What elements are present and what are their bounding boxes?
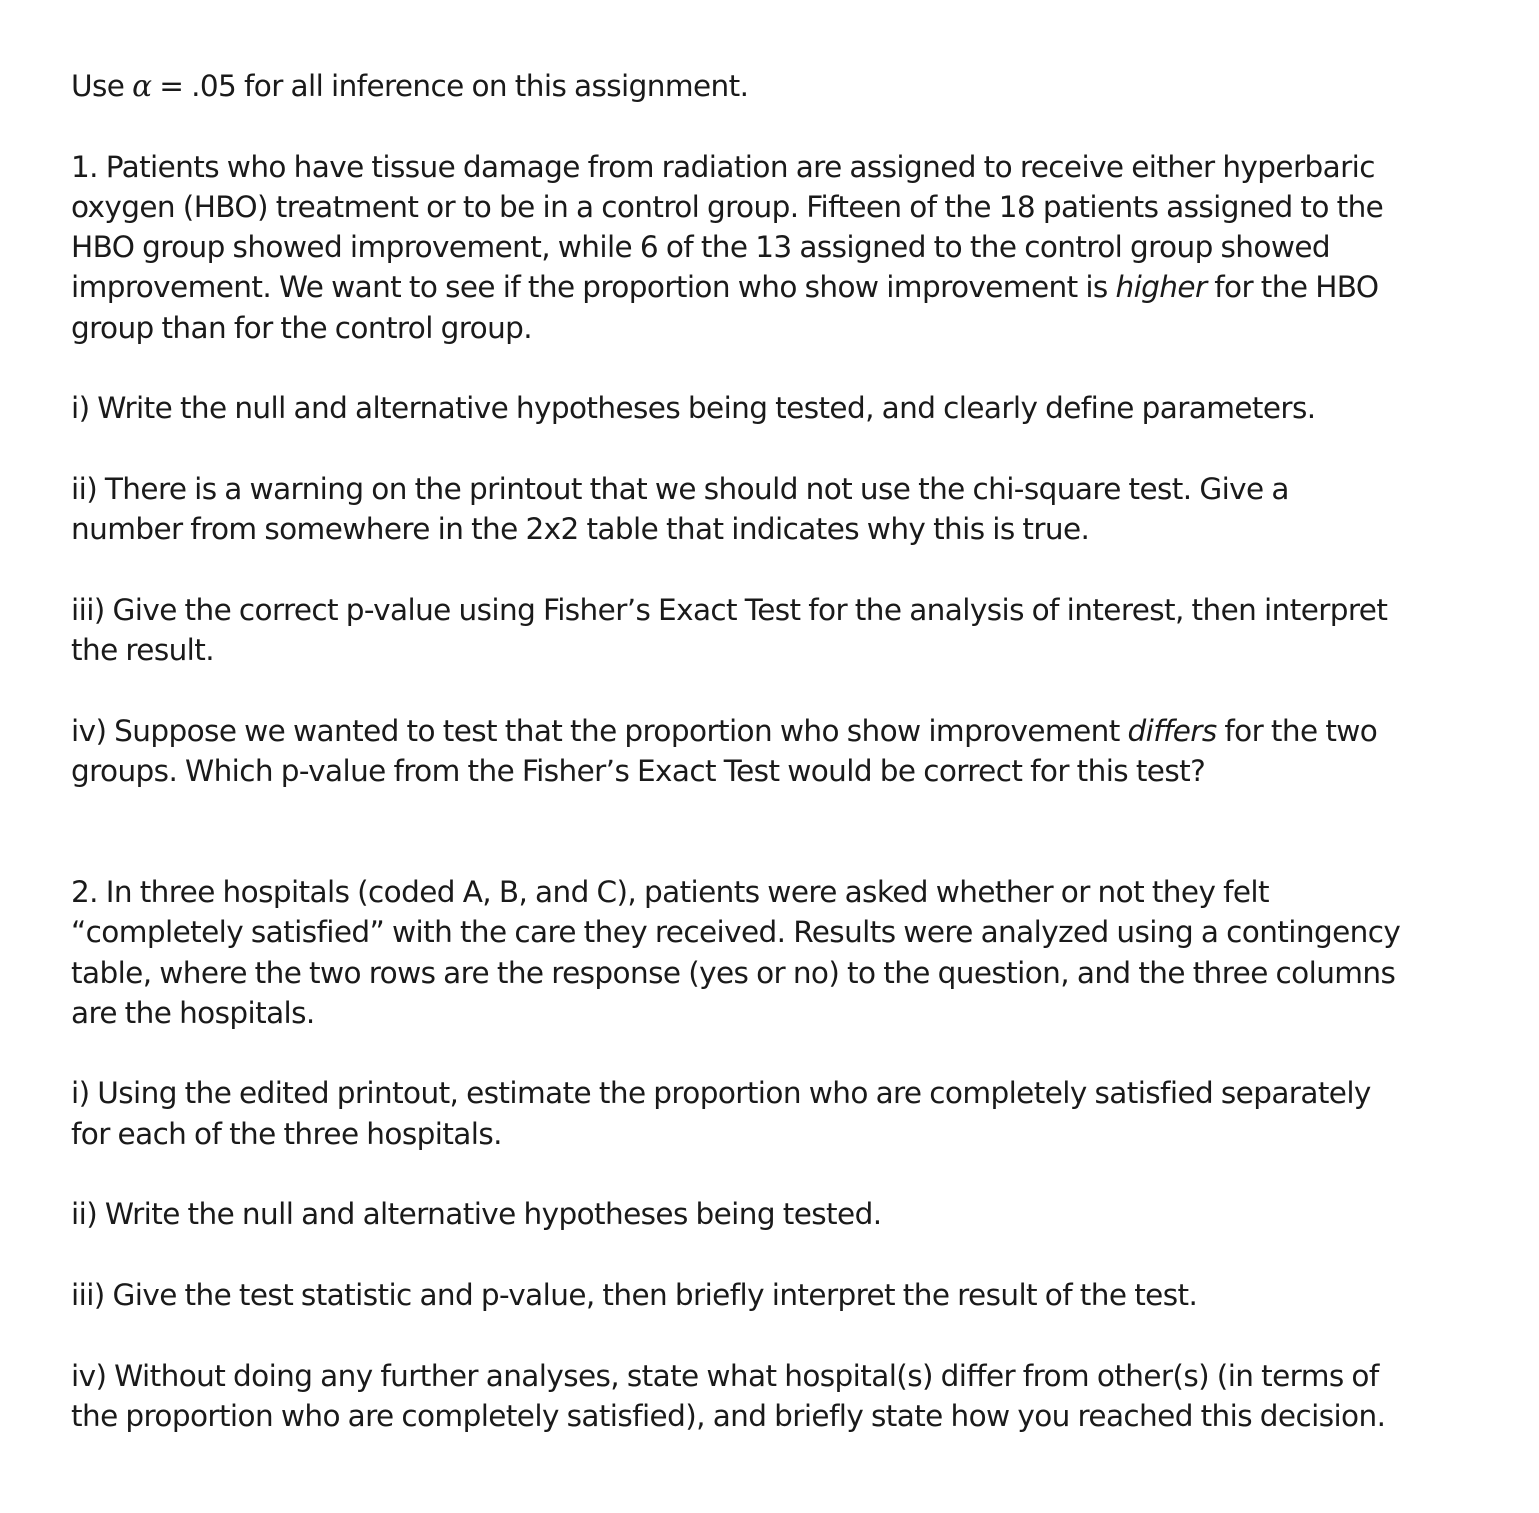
alpha-symbol: α <box>132 69 152 103</box>
q1-part-ii: ii) There is a warning on the printout that we should not use the chi-square test. Give a number from somewhere in the 2x2 table that indicates why this is true. <box>71 471 1289 547</box>
q1-part-iv-a: iv) Suppose we wanted to test that the proportion who show improvement <box>71 713 1128 748</box>
q2-part-i: i) Using the edited printout, estimate the proportion who are completely satisfied separately for each of the three hospitals. <box>71 1076 1371 1151</box>
q2-part-iii: iii) Give the test statistic and p-value, then briefly interpret the result of the test. <box>71 1277 1198 1312</box>
q2-part-iv: iv) Without doing any further analyses, state what hospital(s) differ from other(s) (in terms of the proportion who are completely satisfied), and briefly state how you reached this decision. <box>71 1358 1386 1433</box>
q1-stem <box>71 147 1481 348</box>
q2-stem: 2. In three hospitals (coded A, B, and C), patients were asked whether or not they felt “completely satisfied” with the care they received. Results were analyzed using a contingency table, where the two rows are the response (yes or no) to the question, and the three columns are the hospitals. <box>71 874 1401 1030</box>
q1-part-iv <box>71 711 1481 792</box>
intro-line <box>71 66 1481 106</box>
q1-part-iii: iii) Give the correct p-value using Fisher’s Exact Test for the analysis of interest, then interpret the result. <box>71 592 1388 668</box>
q1-stem-emphasis: higher <box>1115 270 1207 305</box>
assignment-page <box>71 66 1481 1436</box>
q1-part-iv-b: for the two groups. Which p-value from the Fisher’s Exact Test would be correct for this test? <box>71 713 1378 789</box>
intro-suffix: = .05 for all inference on this assignment. <box>151 69 749 103</box>
q1-stem-part-a: 1. Patients who have tissue damage from radiation are assigned to receive either hyperbaric oxygen (HBO) treatment or to be in a control group. Fifteen of the 18 patients assigned to the HBO group showed improvement, while 6 of the 13 assigned to the control group showed improvement. We want to see if the proportion who show improvement is <box>71 149 1384 305</box>
intro-prefix: Use <box>71 69 133 103</box>
q1-part-i: i) Write the null and alternative hypotheses being tested, and clearly define parameters. <box>71 391 1316 426</box>
q1-stem-part-b: for the HBO group than for the control group. <box>71 270 1379 345</box>
q1-part-iv-emphasis: differs <box>1127 713 1217 748</box>
q2-part-ii: ii) Write the null and alternative hypotheses being tested. <box>71 1197 882 1232</box>
